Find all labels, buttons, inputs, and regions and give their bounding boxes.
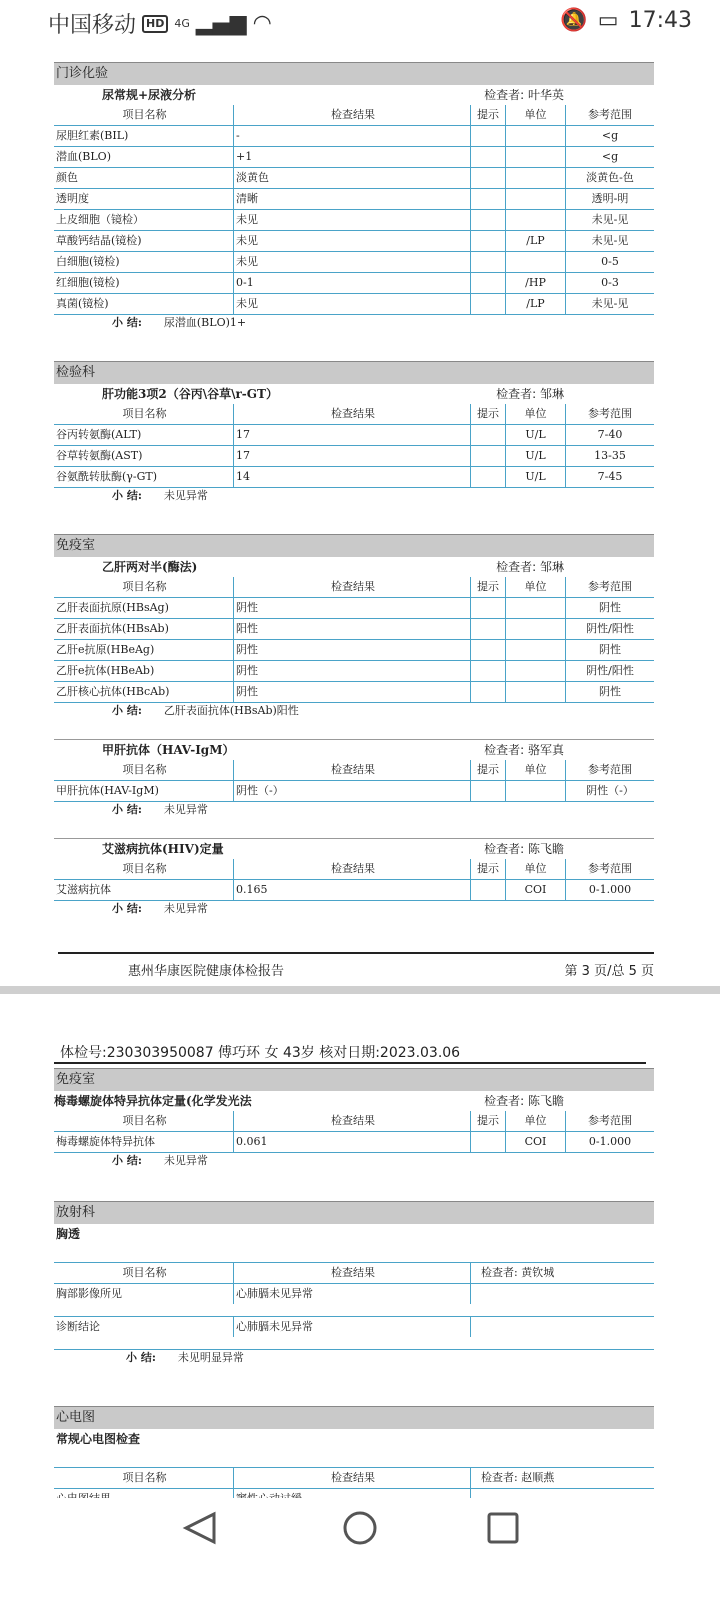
column-header: 提示 xyxy=(471,1111,506,1131)
summary-row xyxy=(54,901,654,919)
patient-info: 体检号:230303950087 傅巧环 女 43岁 核对日期:2023.03.06 xyxy=(60,1045,461,1061)
table-cell: 心肺膈未见异常 xyxy=(234,1284,471,1304)
table-cell: 0-1.000 xyxy=(588,883,632,896)
column-header: 项目名称 xyxy=(54,105,234,125)
summary-row xyxy=(54,802,654,820)
info-divider xyxy=(54,1062,646,1064)
table-cell xyxy=(506,781,566,801)
table-cell: 阴性 xyxy=(234,682,471,702)
table-cell: 阴性 xyxy=(599,685,621,698)
table-cell: 草酸钙结晶(镜检) xyxy=(54,231,234,251)
table-cell xyxy=(471,210,506,230)
column-header: 提示 xyxy=(471,105,506,125)
test-title-row xyxy=(54,740,654,760)
table-cell: 谷氨酰转肽酶(γ-GT) xyxy=(54,467,234,487)
table-row xyxy=(54,425,654,446)
report-page-4 xyxy=(54,1068,654,1540)
table-cell xyxy=(471,446,506,466)
column-header: 单位 xyxy=(506,577,566,597)
table-cell: 0-3 xyxy=(601,276,619,289)
table-cell: U/L xyxy=(506,467,566,487)
page-number: 第 3 页/总 5 页 xyxy=(564,964,654,979)
table-cell xyxy=(471,189,506,209)
table-cell: 13-35 xyxy=(594,449,626,462)
table-cell: 未见 xyxy=(234,231,471,251)
table-cell xyxy=(471,640,506,660)
test-title-row xyxy=(54,85,654,105)
column-header: 检查结果 xyxy=(234,404,471,424)
test-title: 常规心电图检查 xyxy=(56,1432,141,1446)
table-cell: 胸部影像所见 xyxy=(54,1284,234,1304)
table-cell: 未见-见 xyxy=(591,213,629,226)
table-cell: 淡黄色 xyxy=(234,168,471,188)
table-cell xyxy=(506,640,566,660)
inspector-name: 检查者: 邹琳 xyxy=(496,560,564,574)
table-cell: /HP xyxy=(506,273,566,293)
table-cell: 乙肝e抗原(HBeAg) xyxy=(54,640,234,660)
column-header: 项目名称 xyxy=(54,859,234,879)
section-header: 检验科 xyxy=(54,361,654,384)
table-cell xyxy=(471,661,506,681)
table-header-row xyxy=(54,1468,654,1489)
summary-text: 未见明显异常 xyxy=(177,1351,244,1364)
navigation-bar xyxy=(0,1498,720,1600)
column-header: 检查结果 xyxy=(234,760,471,780)
test-title-row xyxy=(54,1091,654,1111)
section-header: 门诊化验 xyxy=(54,62,654,85)
table-cell: 阴性 xyxy=(599,643,621,656)
table-cell: - xyxy=(234,126,471,146)
summary-row xyxy=(54,315,654,333)
page-separator xyxy=(0,986,720,994)
table-cell: 谷草转氨酶(AST) xyxy=(54,446,234,466)
inspector-name: 检查者: 陈飞瞻 xyxy=(484,1094,564,1108)
table-cell: 梅毒螺旋体特异抗体 xyxy=(54,1132,234,1152)
table-cell: 未见-见 xyxy=(591,297,629,310)
table-cell: /LP xyxy=(506,231,566,251)
table-header-row xyxy=(54,1263,654,1284)
table-row xyxy=(54,189,654,210)
table-cell: 阴性/阳性 xyxy=(586,664,634,677)
column-header: 项目名称 xyxy=(54,1468,234,1488)
table-row xyxy=(54,1284,654,1317)
table-cell: COI xyxy=(506,1132,566,1152)
table-cell: 上皮细胞（镜检） xyxy=(54,210,234,230)
spacer xyxy=(54,1449,654,1468)
back-icon[interactable] xyxy=(186,1514,214,1542)
table-cell: U/L xyxy=(506,446,566,466)
table-cell xyxy=(506,126,566,146)
test-title-row xyxy=(54,1224,654,1244)
column-header: 项目名称 xyxy=(54,404,234,424)
table-cell xyxy=(506,682,566,702)
summary-text: 乙肝表面抗体(HBsAb)阳性 xyxy=(163,704,299,717)
table-cell xyxy=(471,682,506,702)
section-header: 免疫室 xyxy=(54,534,654,557)
table-cell: 阴性 xyxy=(234,661,471,681)
table-cell: 阴性 xyxy=(234,640,471,660)
column-header: 参考范围 xyxy=(588,1114,632,1127)
table-cell: <g xyxy=(601,150,619,163)
table-cell xyxy=(506,598,566,618)
table-row xyxy=(54,880,654,901)
network-type: 4G xyxy=(174,17,190,30)
section-gap xyxy=(54,506,654,534)
table-cell: 心肺膈未见异常 xyxy=(234,1317,471,1337)
table-cell xyxy=(471,1132,506,1152)
table-cell xyxy=(506,147,566,167)
carrier-name: 中国移动 xyxy=(48,13,137,38)
hd-icon: HD xyxy=(142,15,168,33)
summary-text: 未见异常 xyxy=(163,1154,208,1167)
column-header: 提示 xyxy=(471,577,506,597)
table-row xyxy=(54,619,654,640)
inspector-name: 检查者: 叶华英 xyxy=(484,88,564,102)
table-cell xyxy=(506,210,566,230)
table-row xyxy=(54,467,654,488)
table-cell xyxy=(506,189,566,209)
recents-icon[interactable] xyxy=(489,1514,517,1542)
column-header: 检查结果 xyxy=(234,577,471,597)
report-page-3 xyxy=(54,62,654,919)
table-cell xyxy=(471,231,506,251)
inspector-name: 检查者: 黄钦城 xyxy=(481,1266,555,1279)
table-cell: 甲肝抗体(HAV-IgM) xyxy=(54,781,234,801)
table-cell xyxy=(471,425,506,445)
column-header: 单位 xyxy=(506,105,566,125)
table-cell: 7-45 xyxy=(597,470,623,483)
table-row xyxy=(54,640,654,661)
table-cell xyxy=(471,168,506,188)
table-row xyxy=(54,1317,654,1350)
table-cell: 尿胆红素(BIL) xyxy=(54,126,234,146)
table-cell xyxy=(471,294,506,314)
table-cell: 乙肝表面抗原(HBsAg) xyxy=(54,598,234,618)
table-cell: 艾滋病抗体 xyxy=(54,880,234,900)
table-cell: 透明度 xyxy=(54,189,234,209)
test-title: 肝功能3项2（谷丙\谷草\r-GT） xyxy=(102,387,278,401)
table-header-row xyxy=(54,404,654,425)
column-header: 参考范围 xyxy=(588,108,632,121)
summary-text: 未见异常 xyxy=(163,902,208,915)
table-cell: +1 xyxy=(234,147,471,167)
summary-text: 未见异常 xyxy=(163,803,208,816)
table-cell xyxy=(471,598,506,618)
column-header: 项目名称 xyxy=(54,1111,234,1131)
table-cell: 阴性（-） xyxy=(586,784,634,797)
table-cell: 红细胞(镜检) xyxy=(54,273,234,293)
test-title: 乙肝两对半(酶法) xyxy=(102,560,198,574)
column-header: 单位 xyxy=(506,760,566,780)
table-cell: 透明-明 xyxy=(591,192,629,205)
column-header: 参考范围 xyxy=(588,580,632,593)
table-row xyxy=(54,252,654,273)
summary-label: 小 结: xyxy=(112,316,142,329)
inspector-name: 检查者: 骆军真 xyxy=(484,743,564,757)
test-title: 尿常规+尿液分析 xyxy=(102,88,197,102)
summary-label: 小 结: xyxy=(112,902,142,915)
column-header: 单位 xyxy=(506,859,566,879)
table-cell xyxy=(506,168,566,188)
table-cell: 淡黄色-色 xyxy=(586,171,634,184)
table-cell: 诊断结论 xyxy=(54,1317,234,1337)
table-row xyxy=(54,661,654,682)
table-cell xyxy=(506,619,566,639)
column-header: 提示 xyxy=(471,760,506,780)
column-header: 检查结果 xyxy=(234,1263,471,1283)
table-row xyxy=(54,231,654,252)
test-title-row xyxy=(54,839,654,859)
table-cell: 未见-见 xyxy=(591,234,629,247)
table-cell xyxy=(471,619,506,639)
table-header-row xyxy=(54,760,654,781)
column-header: 单位 xyxy=(506,1111,566,1131)
column-header: 单位 xyxy=(506,404,566,424)
section-header: 心电图 xyxy=(54,1406,654,1429)
signal-icon: ▂▄▆ xyxy=(195,11,247,36)
table-row xyxy=(54,446,654,467)
column-header: 提示 xyxy=(471,404,506,424)
table-cell: 白细胞(镜检) xyxy=(54,252,234,272)
section-gap xyxy=(54,1171,654,1201)
table-cell: 0.061 xyxy=(234,1132,471,1152)
inspector-name: 检查者: 陈飞瞻 xyxy=(484,842,564,856)
table-cell xyxy=(506,661,566,681)
inspector-name: 检查者: 邹琳 xyxy=(496,387,564,401)
table-cell xyxy=(471,467,506,487)
table-cell xyxy=(471,273,506,293)
summary-text: 尿潜血(BLO)1+ xyxy=(163,316,247,329)
table-cell: 阴性/阳性 xyxy=(586,622,634,635)
clock: 17:43 xyxy=(628,8,692,33)
table-row xyxy=(54,781,654,802)
column-header: 参考范围 xyxy=(588,407,632,420)
table-cell: 谷丙转氨酶(ALT) xyxy=(54,425,234,445)
table-cell xyxy=(471,880,506,900)
home-icon[interactable] xyxy=(345,1513,375,1543)
battery-icon: ▭ xyxy=(597,8,619,33)
test-title-row xyxy=(54,557,654,577)
table-row xyxy=(54,126,654,147)
table-cell: 乙肝表面抗体(HBsAb) xyxy=(54,619,234,639)
table-cell: U/L xyxy=(506,425,566,445)
column-header: 检查结果 xyxy=(234,1468,471,1488)
section-gap xyxy=(54,1368,654,1406)
test-title: 胸透 xyxy=(56,1227,81,1241)
summary-label: 小 结: xyxy=(112,1154,142,1167)
table-header-row xyxy=(54,105,654,126)
summary-label: 小 结: xyxy=(112,489,142,502)
table-cell: <g xyxy=(601,129,619,142)
table-cell: 17 xyxy=(234,425,471,445)
table-row xyxy=(54,168,654,189)
table-row xyxy=(54,1132,654,1153)
table-cell xyxy=(471,147,506,167)
table-cell: 清晰 xyxy=(234,189,471,209)
section-gap xyxy=(54,333,654,361)
table-cell: 未见 xyxy=(234,294,471,314)
table-row xyxy=(54,210,654,231)
table-header-row xyxy=(54,859,654,880)
wifi-icon: ◠ xyxy=(252,11,272,36)
mute-icon: 🔕 xyxy=(560,8,588,33)
inspector-name: 检查者: 赵顺燕 xyxy=(481,1471,555,1484)
table-row xyxy=(54,682,654,703)
summary-row xyxy=(54,703,654,721)
table-cell: 阴性 xyxy=(599,601,621,614)
table-cell: 颜色 xyxy=(54,168,234,188)
column-header: 参考范围 xyxy=(588,763,632,776)
test-title: 梅毒螺旋体特异抗体定量(化学发光法 xyxy=(54,1094,252,1108)
table-cell: 阳性 xyxy=(234,619,471,639)
summary-label: 小 结: xyxy=(112,803,142,816)
table-cell: 乙肝核心抗体(HBcAb) xyxy=(54,682,234,702)
table-cell: 0-1 xyxy=(234,273,471,293)
table-row xyxy=(54,147,654,168)
summary-row xyxy=(54,488,654,506)
column-header: 项目名称 xyxy=(54,760,234,780)
table-cell: 阴性 xyxy=(234,598,471,618)
column-header: 提示 xyxy=(471,859,506,879)
status-bar xyxy=(0,0,720,48)
table-cell xyxy=(506,252,566,272)
test-title-row xyxy=(54,1429,654,1449)
table-cell: 0-5 xyxy=(601,255,619,268)
table-cell xyxy=(471,252,506,272)
table-header-row xyxy=(54,577,654,598)
table-cell: 未见 xyxy=(234,210,471,230)
summary-text: 未见异常 xyxy=(163,489,208,502)
table-row xyxy=(54,273,654,294)
table-cell: 17 xyxy=(234,446,471,466)
page-footer xyxy=(58,952,654,979)
summary-row xyxy=(54,1350,654,1368)
table-cell: 阴性（-） xyxy=(234,781,471,801)
table-cell: COI xyxy=(506,880,566,900)
table-header-row xyxy=(54,1111,654,1132)
table-cell: 0-1.000 xyxy=(588,1135,632,1148)
column-header: 检查结果 xyxy=(234,1111,471,1131)
table-cell: 潜血(BLO) xyxy=(54,147,234,167)
table-cell: 7-40 xyxy=(597,428,623,441)
test-title-row xyxy=(54,384,654,404)
table-cell: 14 xyxy=(234,467,471,487)
summary-row xyxy=(54,1153,654,1171)
table-cell: /LP xyxy=(506,294,566,314)
column-header: 检查结果 xyxy=(234,105,471,125)
spacer xyxy=(54,1244,654,1263)
section-header: 放射科 xyxy=(54,1201,654,1224)
table-row xyxy=(54,598,654,619)
column-header: 项目名称 xyxy=(54,1263,234,1283)
column-header: 项目名称 xyxy=(54,577,234,597)
table-cell: 未见 xyxy=(234,252,471,272)
table-cell xyxy=(471,781,506,801)
summary-label: 小 结: xyxy=(112,704,142,717)
column-header: 参考范围 xyxy=(588,862,632,875)
section-header: 免疫室 xyxy=(54,1068,654,1091)
table-cell: 乙肝e抗体(HBeAb) xyxy=(54,661,234,681)
summary-label: 小 结: xyxy=(126,1351,156,1364)
test-title: 艾滋病抗体(HIV)定量 xyxy=(102,842,224,856)
column-header: 检查结果 xyxy=(234,859,471,879)
table-cell: 真菌(镜检) xyxy=(54,294,234,314)
table-cell xyxy=(471,126,506,146)
test-title: 甲肝抗体（HAV-IgM） xyxy=(102,743,235,757)
table-cell: 0.165 xyxy=(234,880,471,900)
hospital-name: 惠州华康医院健康体检报告 xyxy=(128,964,285,979)
table-row xyxy=(54,294,654,315)
